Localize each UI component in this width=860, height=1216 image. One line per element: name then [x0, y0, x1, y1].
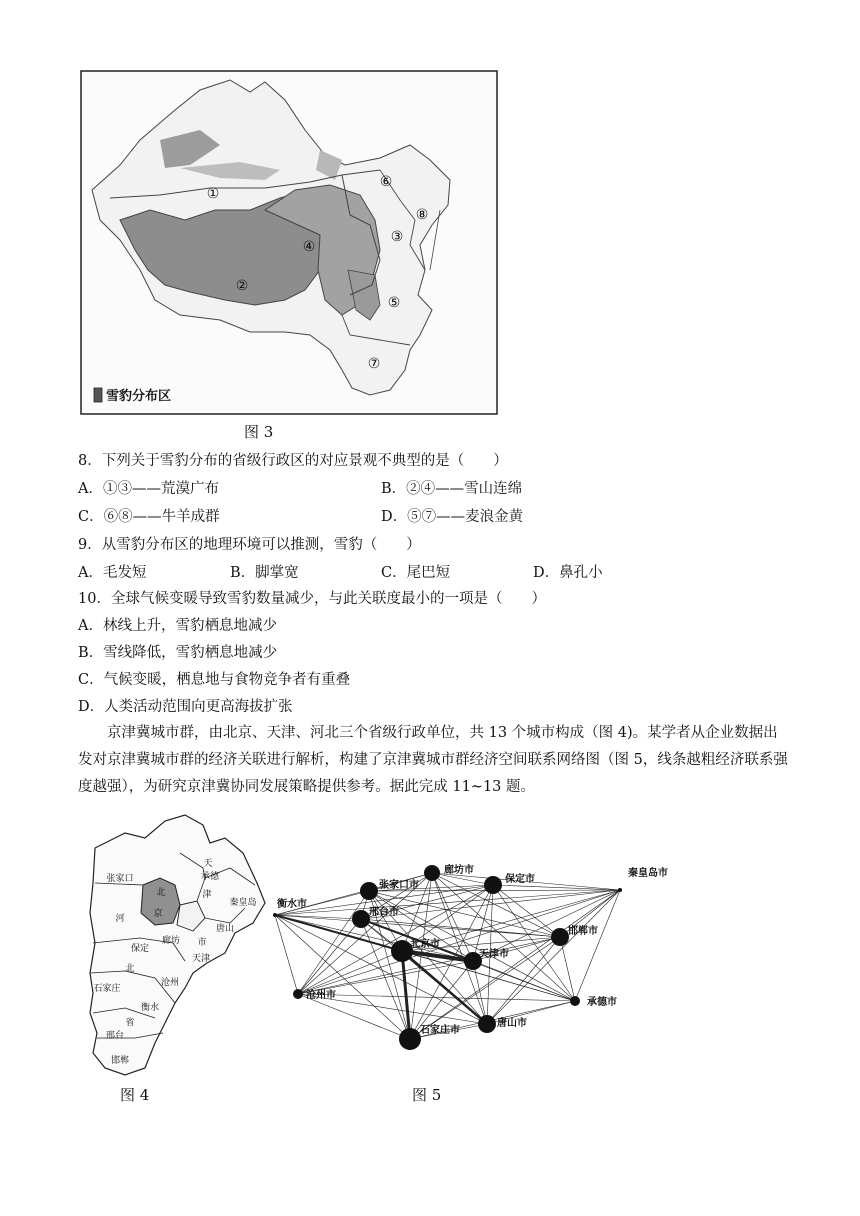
network-link — [275, 915, 473, 961]
q9-option-c: C．尾巴短 — [381, 565, 451, 581]
region-label-4: ④ — [302, 239, 316, 255]
network-link — [275, 890, 620, 915]
region-label-2: ② — [235, 278, 249, 294]
q8-option-b: B．②④——雪山连绵 — [381, 481, 523, 497]
fig4-label-langfang: 廊坊 — [161, 936, 181, 946]
fig4-label-shi: 市 — [197, 938, 207, 948]
q9-option-b: B．脚掌宽 — [230, 565, 299, 581]
figure-5-caption: 图 5 — [412, 1086, 442, 1104]
q10-option-b: B．雪线降低，雪豹栖息地减少 — [78, 645, 278, 661]
network-link — [275, 915, 560, 937]
network-node — [484, 876, 502, 894]
network-node-label: 廊坊市 — [444, 865, 474, 876]
legend-swatch — [94, 388, 102, 402]
network-node — [293, 989, 303, 999]
fig4-label-baoding: 保定 — [130, 944, 150, 954]
region-label-1: ① — [206, 186, 220, 202]
region-label-3: ③ — [390, 229, 404, 245]
fig4-label-sheng: 省 — [125, 1018, 135, 1028]
q8-stem: 8．下列关于雪豹分布的省级行政区的对应景观不典型的是（ ） — [78, 453, 508, 469]
network-node-label: 承德市 — [587, 997, 617, 1008]
legend-label: 雪豹分布区 — [106, 389, 172, 404]
network-node — [478, 1015, 496, 1033]
network-node — [551, 928, 569, 946]
fig4-label-shijiazhuang: 石家庄 — [93, 984, 121, 994]
region-label-6: ⑥ — [379, 174, 393, 190]
network-node — [618, 888, 622, 892]
fig4-label-tangshan: 唐山 — [215, 924, 235, 934]
q8-option-d: D．⑤⑦——麦浪金黄 — [381, 509, 524, 525]
network-link — [560, 937, 575, 1001]
q8-option-a: A．①③——荒漠广布 — [78, 481, 219, 497]
fig4-label-hengshui: 衡水 — [140, 1003, 160, 1013]
q8-option-c: C．⑥⑧——牛羊成群 — [78, 509, 220, 525]
fig4-label-bei: 北 — [156, 888, 166, 898]
network-node-label: 邢台市 — [369, 907, 399, 918]
q10-option-a: A．林线上升，雪豹栖息地减少 — [78, 618, 277, 634]
network-node-label: 石家庄市 — [420, 1025, 460, 1036]
network-node-label: 秦皇岛市 — [628, 868, 668, 879]
network-node — [360, 882, 378, 900]
fig4-label-zhangjiakou: 张家口 — [106, 874, 134, 884]
figure-4-map — [85, 813, 275, 1078]
network-node-label: 唐山市 — [497, 1018, 527, 1029]
fig4-label-handan: 邯郸 — [110, 1056, 130, 1066]
network-node — [273, 913, 277, 917]
figure-3-map — [80, 70, 498, 415]
network-node-label: 天津市 — [479, 949, 509, 960]
fig4-label-xingtai: 邢台 — [105, 1031, 125, 1041]
q10-option-c: C．气候变暖，栖息地与食物竞争者有重叠 — [78, 672, 351, 688]
network-node-label: 邯郸市 — [568, 926, 598, 937]
fig4-label-bei2: 北 — [125, 964, 135, 974]
passage-text: 京津冀城市群，由北京、天津、河北三个省级行政单位，共 13 个城市构成（图 4)。某学者从企业数据出发对京津冀城市群的经济关联进行解析，构建了京津冀城市群经济空间联系网络图（图 5，线条越粗经济联系强度越强），为研究京津冀协同发展策略提供参考。据此完成 11~13 题。 — [78, 725, 788, 795]
network-link — [402, 951, 410, 1039]
network-node — [352, 910, 370, 928]
region-label-5: ⑤ — [387, 295, 401, 311]
network-node — [424, 865, 440, 881]
network-node-label: 衡水市 — [277, 899, 307, 910]
network-link — [298, 994, 575, 1001]
network-link — [575, 890, 620, 1001]
fig4-label-he: 河 — [115, 914, 125, 924]
network-node-label: 沧州市 — [306, 990, 336, 1001]
q9-option-a: A．毛发短 — [78, 565, 147, 581]
network-link — [493, 885, 620, 890]
q9-stem: 9．从雪豹分布区的地理环境可以推测，雪豹（ ） — [78, 537, 421, 553]
q10-stem: 10．全球气候变暖导致雪豹数量减少，与此关联度最小的一项是（ ） — [78, 591, 546, 607]
figure-5-network — [265, 855, 668, 1085]
figure-4-caption: 图 4 — [120, 1086, 150, 1104]
fig4-label-tian: 天 — [203, 859, 213, 869]
fig4-label-qinhuangdao: 秦皇岛 — [229, 898, 257, 908]
fig4-label-cangzhou: 沧州 — [160, 978, 180, 988]
region-label-7: ⑦ — [367, 356, 381, 372]
network-node-label: 北京市 — [410, 939, 440, 950]
region-label-8: ⑧ — [415, 207, 429, 223]
fig4-label-jing: 京 — [153, 909, 163, 919]
q9-option-d: D．鼻孔小 — [533, 565, 603, 581]
network-link — [275, 915, 298, 994]
network-node — [570, 996, 580, 1006]
network-node-label: 张家口市 — [379, 880, 419, 891]
network-link — [275, 915, 487, 1024]
fig4-label-chengde: 承德 — [200, 872, 220, 882]
network-node-label: 保定市 — [505, 874, 535, 885]
q10-option-d: D．人类活动范围向更高海拔扩张 — [78, 699, 293, 715]
fig4-label-jin: 津 — [202, 890, 212, 900]
figure-3-caption: 图 3 — [244, 423, 274, 441]
fig4-label-tianjin: 天津 — [191, 954, 211, 964]
network-node — [399, 1028, 421, 1050]
